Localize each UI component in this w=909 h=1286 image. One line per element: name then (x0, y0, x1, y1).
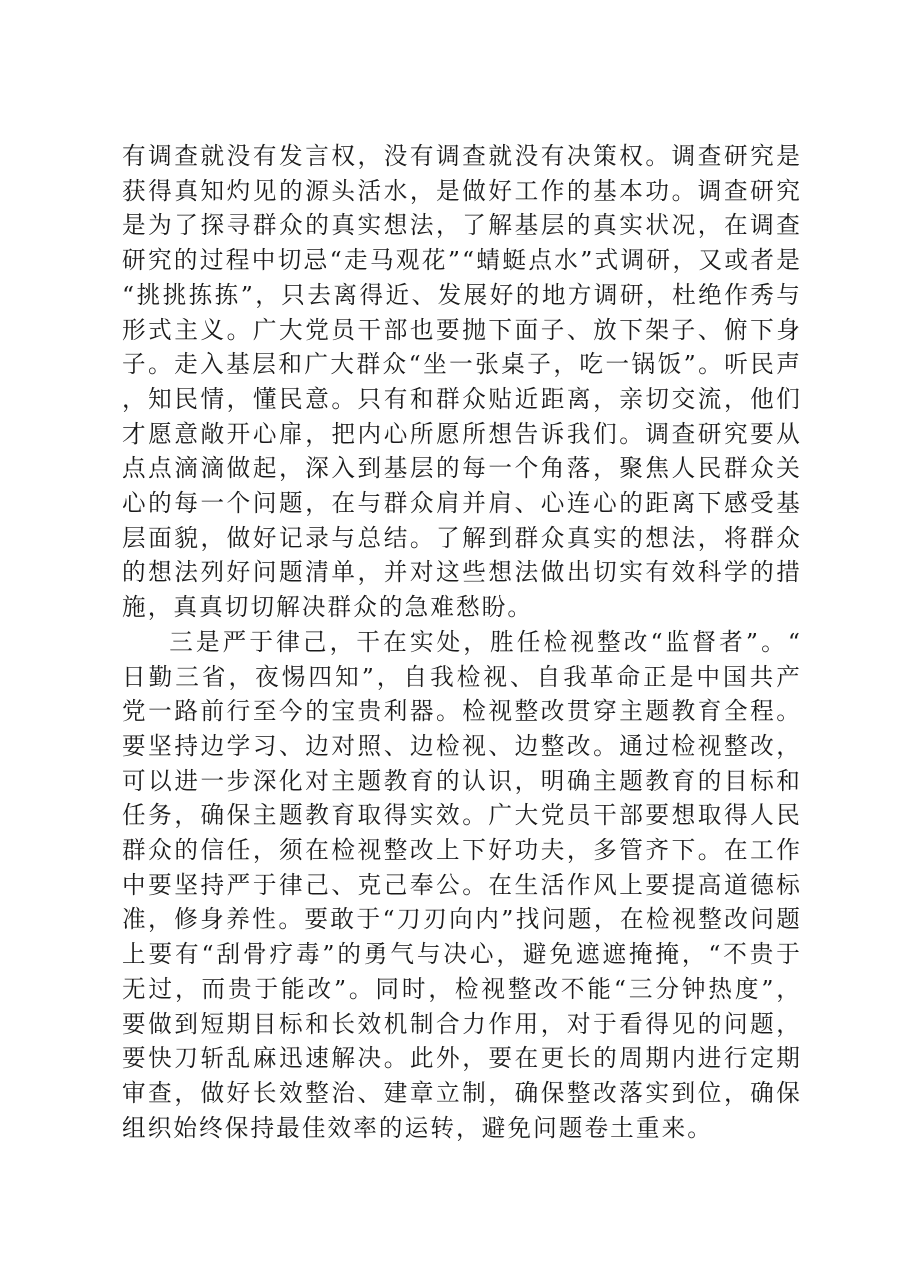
paragraph-self-examination: 三是严于律己，干在实处，胜任检视整改“监督者”。“日勤三省，夜惕四知”，自我检视、自我革命正是中国共产党一路前行至今的宝贵利器。检视整改贯穿主题教育全程。要坚持边学习、边对照、边检视、边整改。通过检视整改，可以进一步深化对主题教育的认识，明确主题教育的目标和任务，确保主题教育取得实效。广大党员干部要想取得人民群众的信任，须在检视整改上下好功夫，多管齐下。在工作中要坚持严于律己、克己奉公。在生活作风上要提高道德标准，修身养性。要敢于“刀刃向内”找问题，在检视整改问题上要有“刮骨疗毒”的勇气与决心，避免遮遮掩掩，“不贵于无过，而贵于能改”。同时，检视整改不能“三分钟热度”，要做到短期目标和长效机制合力作用，对于看得见的问题，要快刀斩乱麻迅速解决。此外，要在更长的周期内进行定期审查，做好长效整治、建章立制，确保整改落实到位，确保组织始终保持最佳效率的运转，避免问题卷土重来。 (122, 627, 802, 1142)
document-body (122, 139, 802, 1145)
paragraph-investigation: 有调查就没有发言权，没有调查就没有决策权。调查研究是获得真知灼见的源头活水，是做好工作的基本功。调查研究是为了探寻群众的真实想法，了解基层的真实状况，在调查研究的过程中切忌“走马观花”“蜻蜓点水”式调研，又或者是“挑挑拣拣”，只去离得近、发展好的地方调研，杜绝作秀与形式主义。广大党员干部也要抛下面子、放下架子、俯下身子。走入基层和广大群众“坐一张桌子，吃一锅饭”。听民声，知民情，懂民意。只有和群众贴近距离，亲切交流，他们才愿意敞开心扉，把内心所愿所想告诉我们。调查研究要从点点滴滴做起，深入到基层的每一个角落，聚焦人民群众关心的每一个问题，在与群众肩并肩、心连心的距离下感受基层面貌，做好记录与总结。了解到群众真实的想法，将群众的想法列好问题清单，并对这些想法做出切实有效科学的措施，真真切切解决群众的急难愁盼。 (122, 142, 802, 622)
